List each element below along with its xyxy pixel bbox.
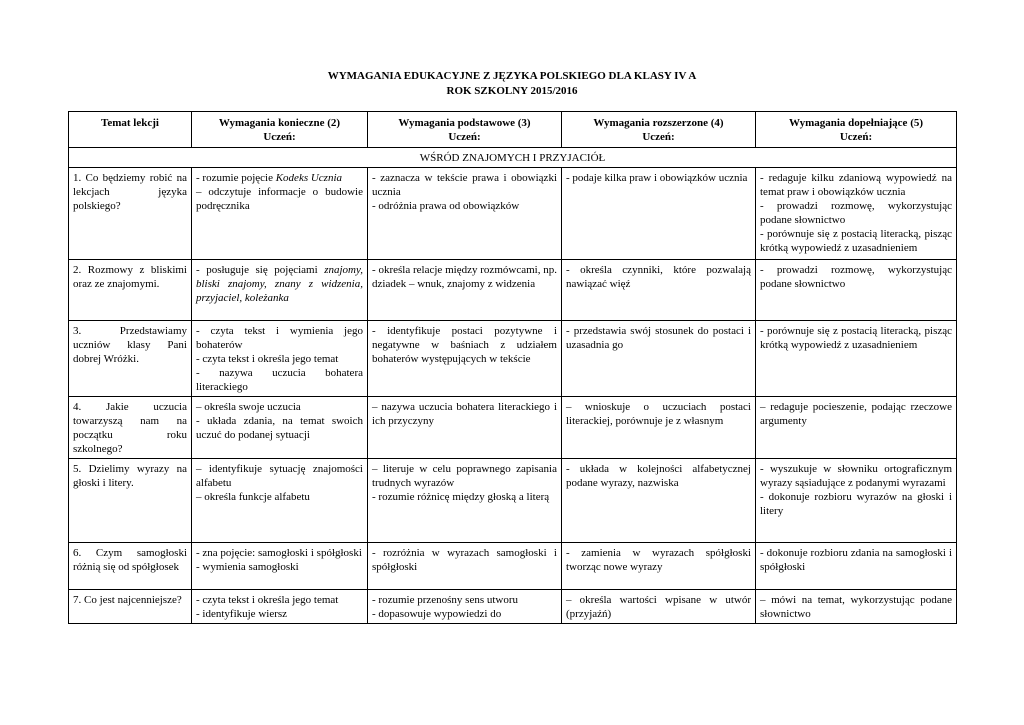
podstawowe-cell: – nazywa uczucia bohatera literackiego i ich przyczyny	[368, 397, 562, 459]
table-row	[69, 168, 957, 260]
konieczne-cell: - czyta tekst i wymienia jego bohaterów - czyta tekst i określa jego temat - nazywa uczucia bohatera literackiego	[192, 321, 368, 397]
topic-cell: 1. Co będziemy robić na lekcjach języka polskiego?	[69, 168, 192, 260]
konieczne-cell: - czyta tekst i określa jego temat - identyfikuje wiersz	[192, 590, 368, 624]
dopelniajace-cell: – mówi na temat, wykorzystując podane słownictwo	[756, 590, 957, 624]
header-podstawowe: Wymagania podstawowe (3) Uczeń:	[368, 112, 562, 148]
section-row	[69, 148, 957, 168]
podstawowe-cell: - identyfikuje postaci pozytywne i negatywne w baśniach z udziałem bohaterów występujących w tekście	[368, 321, 562, 397]
konieczne-cell: - zna pojęcie: samogłoski i spółgłoski - wymienia samogłoski	[192, 543, 368, 590]
table-row	[69, 543, 957, 590]
requirements-table	[68, 111, 957, 624]
rozszerzone-cell: - przedstawia swój stosunek do postaci i uzasadnia go	[562, 321, 756, 397]
topic-cell: 7. Co jest najcenniejsze?	[69, 590, 192, 624]
section-title: WŚRÓD ZNAJOMYCH I PRZYJACIÓŁ	[69, 148, 957, 168]
header-rozszerzone: Wymagania rozszerzone (4) Uczeń:	[562, 112, 756, 148]
dopelniajace-cell: - porównuje się z postacią literacką, pisząc krótką wypowiedź z uzasadnieniem	[756, 321, 957, 397]
dopelniajace-cell: - redaguje kilku zdaniową wypowiedź na temat praw i obowiązków ucznia - prowadzi rozmowę, wykorzystując podane słownictwo - porównuje się z postacią literacką, pisząc krótką wypowiedź z uzasadnieniem	[756, 168, 957, 260]
konieczne-cell: - rozumie pojęcie Kodeks Ucznia – odczytuje informacje o budowie podręcznika	[192, 168, 368, 260]
podstawowe-cell: – literuje w celu poprawnego zapisania trudnych wyrazów - rozumie różnicę między głoską a literą	[368, 459, 562, 543]
dopelniajace-cell: - dokonuje rozbioru zdania na samogłoski i spółgłoski	[756, 543, 957, 590]
konieczne-cell: – określa swoje uczucia - układa zdania, na temat swoich uczuć do podanej sytuacji	[192, 397, 368, 459]
topic-cell: 5. Dzielimy wyrazy na głoski i litery.	[69, 459, 192, 543]
document-title	[0, 69, 1024, 99]
topic-cell: 6. Czym samogłoski różnią się od spółgłosek	[69, 543, 192, 590]
header-row	[69, 112, 957, 148]
table-row	[69, 397, 957, 459]
rozszerzone-cell: - podaje kilka praw i obowiązków ucznia	[562, 168, 756, 260]
topic-cell: 4. Jakie uczucia towarzyszą nam na początku roku szkolnego?	[69, 397, 192, 459]
konieczne-cell: - posługuje się pojęciami znajomy, bliski znajomy, znany z widzenia, przyjaciel, koleżanka	[192, 260, 368, 321]
rozszerzone-cell: - zamienia w wyrazach spółgłoski tworząc nowe wyrazy	[562, 543, 756, 590]
table-row	[69, 459, 957, 543]
podstawowe-cell: - określa relacje między rozmówcami, np. dziadek – wnuk, znajomy z widzenia	[368, 260, 562, 321]
topic-cell: 3. Przedstawiamy uczniów klasy Pani dobrej Wróżki.	[69, 321, 192, 397]
title-line-2: ROK SZKOLNY 2015/2016	[446, 85, 578, 97]
topic-cell: 2. Rozmowy z bliskimi oraz ze znajomymi.	[69, 260, 192, 321]
rozszerzone-cell: – wnioskuje o uczuciach postaci literackiej, porównuje je z własnym	[562, 397, 756, 459]
dopelniajace-cell: – redaguje pocieszenie, podając rzeczowe argumenty	[756, 397, 957, 459]
rozszerzone-cell: - określa czynniki, które pozwalają nawiązać więź	[562, 260, 756, 321]
rozszerzone-cell: – określa wartości wpisane w utwór (przyjaźń)	[562, 590, 756, 624]
header-konieczne: Wymagania konieczne (2) Uczeń:	[192, 112, 368, 148]
podstawowe-cell: - rozróżnia w wyrazach samogłoski i spółgłoski	[368, 543, 562, 590]
table-row	[69, 260, 957, 321]
dopelniajace-cell: - prowadzi rozmowę, wykorzystując podane słownictwo	[756, 260, 957, 321]
header-dopelniajace: Wymagania dopełniające (5) Uczeń:	[756, 112, 957, 148]
podstawowe-cell: - zaznacza w tekście prawa i obowiązki ucznia - odróżnia prawa od obowiązków	[368, 168, 562, 260]
dopelniajace-cell: - wyszukuje w słowniku ortograficznym wyrazy sąsiadujące z podanymi wyrazami - dokonuje rozbioru wyrazów na głoski i litery	[756, 459, 957, 543]
konieczne-cell: – identyfikuje sytuację znajomości alfabetu – określa funkcje alfabetu	[192, 459, 368, 543]
header-topic: Temat lekcji	[69, 112, 192, 148]
table-row	[69, 321, 957, 397]
title-line-1: WYMAGANIA EDUKACYJNE Z JĘZYKA POLSKIEGO DLA KLASY IV A	[327, 70, 697, 82]
rozszerzone-cell: - układa w kolejności alfabetycznej podane wyrazy, nazwiska	[562, 459, 756, 543]
table-row	[69, 590, 957, 624]
podstawowe-cell: - rozumie przenośny sens utworu - dopasowuje wypowiedzi do	[368, 590, 562, 624]
